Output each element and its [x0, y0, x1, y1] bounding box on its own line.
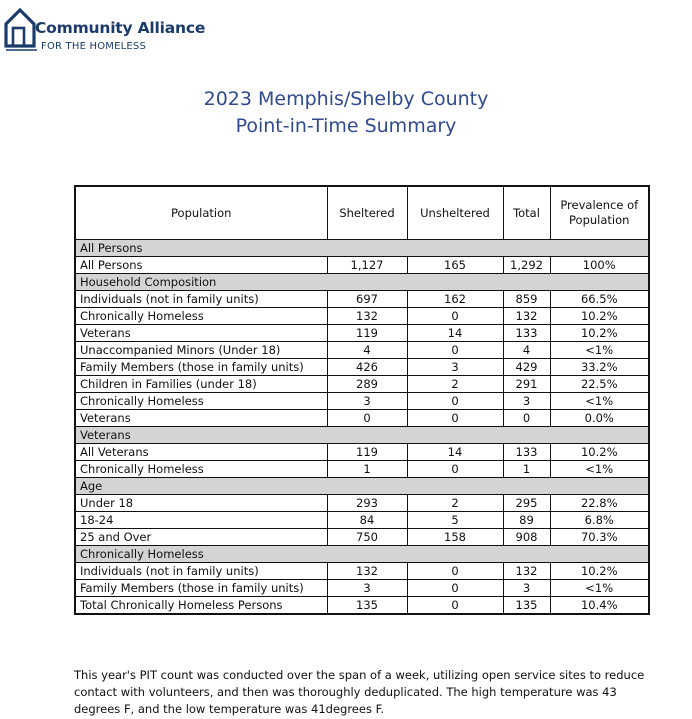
header-total: Total	[503, 186, 550, 240]
cell-total: 132	[503, 563, 550, 580]
table-row	[75, 410, 649, 427]
cell-sheltered: 426	[327, 359, 407, 376]
row-label: Chronically Homeless	[75, 461, 327, 478]
cell-sheltered: 1,127	[327, 257, 407, 274]
row-label: All Veterans	[75, 444, 327, 461]
table-row	[75, 529, 649, 546]
cell-sheltered: 119	[327, 444, 407, 461]
section-label: Chronically Homeless	[75, 546, 649, 563]
table-body	[75, 240, 649, 615]
table-row	[75, 461, 649, 478]
table-row	[75, 257, 649, 274]
row-label: Unaccompanied Minors (Under 18)	[75, 342, 327, 359]
table-row	[75, 580, 649, 597]
cell-total: 89	[503, 512, 550, 529]
cell-unsheltered: 0	[407, 580, 503, 597]
page-subtitle: Point-in-Time Summary	[235, 115, 457, 137]
cell-sheltered: 132	[327, 308, 407, 325]
table-row	[75, 376, 649, 393]
table-row	[75, 393, 649, 410]
cell-prevalence: 22.8%	[550, 495, 649, 512]
cell-prevalence: 66.5%	[550, 291, 649, 308]
cell-total: 291	[503, 376, 550, 393]
cell-prevalence: <1%	[550, 342, 649, 359]
section-label: Veterans	[75, 427, 649, 444]
cell-unsheltered: 0	[407, 563, 503, 580]
cell-sheltered: 0	[327, 410, 407, 427]
section-label: All Persons	[75, 240, 649, 257]
cell-total: 908	[503, 529, 550, 546]
cell-prevalence: <1%	[550, 580, 649, 597]
cell-sheltered: 697	[327, 291, 407, 308]
cell-unsheltered: 0	[407, 410, 503, 427]
cell-unsheltered: 0	[407, 393, 503, 410]
header-sheltered: Sheltered	[327, 186, 407, 240]
cell-prevalence: 10.2%	[550, 563, 649, 580]
row-label: 25 and Over	[75, 529, 327, 546]
cell-total: 135	[503, 597, 550, 615]
cell-unsheltered: 162	[407, 291, 503, 308]
row-label: All Persons	[75, 257, 327, 274]
row-label: Under 18	[75, 495, 327, 512]
section-header-row	[75, 427, 649, 444]
cell-total: 3	[503, 393, 550, 410]
pit-summary-table	[74, 185, 650, 615]
header-prevalence: Prevalence of Population	[550, 186, 649, 240]
header-population: Population	[75, 186, 327, 240]
cell-total: 295	[503, 495, 550, 512]
cell-prevalence: 70.3%	[550, 529, 649, 546]
row-label: Children in Families (under 18)	[75, 376, 327, 393]
cell-unsheltered: 2	[407, 495, 503, 512]
table-row	[75, 325, 649, 342]
row-label: 18-24	[75, 512, 327, 529]
cell-total: 133	[503, 325, 550, 342]
cell-prevalence: 0.0%	[550, 410, 649, 427]
cell-unsheltered: 5	[407, 512, 503, 529]
table-row	[75, 308, 649, 325]
row-label: Veterans	[75, 325, 327, 342]
cell-total: 1	[503, 461, 550, 478]
cell-prevalence: 22.5%	[550, 376, 649, 393]
cell-prevalence: <1%	[550, 461, 649, 478]
logo-subtitle: FOR THE HOMELESS	[41, 41, 146, 52]
cell-total: 1,292	[503, 257, 550, 274]
table-row	[75, 359, 649, 376]
cell-total: 859	[503, 291, 550, 308]
methodology-note: This year's PIT count was conducted over the span of a week, utilizing open service sites to reduce contact with volunteers, and then was thoroughly deduplicated. The high temperature was 43 degrees F, and the low temperature was 41degrees F.	[74, 668, 645, 716]
table-row	[75, 597, 649, 615]
table-row	[75, 512, 649, 529]
cell-unsheltered: 14	[407, 325, 503, 342]
cell-prevalence: 33.2%	[550, 359, 649, 376]
cell-unsheltered: 2	[407, 376, 503, 393]
cell-unsheltered: 158	[407, 529, 503, 546]
row-label: Veterans	[75, 410, 327, 427]
organization-logo	[3, 6, 223, 58]
cell-unsheltered: 0	[407, 342, 503, 359]
cell-sheltered: 289	[327, 376, 407, 393]
cell-total: 132	[503, 308, 550, 325]
section-label: Household Composition	[75, 274, 649, 291]
cell-total: 4	[503, 342, 550, 359]
logo-name: Community Alliance	[35, 19, 206, 37]
cell-sheltered: 119	[327, 325, 407, 342]
cell-sheltered: 3	[327, 393, 407, 410]
cell-total: 3	[503, 580, 550, 597]
row-label: Chronically Homeless	[75, 308, 327, 325]
table-row	[75, 563, 649, 580]
section-header-row	[75, 546, 649, 563]
cell-sheltered: 84	[327, 512, 407, 529]
page-title: 2023 Memphis/Shelby County	[203, 88, 489, 110]
table-row	[75, 444, 649, 461]
section-header-row	[75, 274, 649, 291]
row-label: Family Members (those in family units)	[75, 580, 327, 597]
row-label: Chronically Homeless	[75, 393, 327, 410]
row-label: Individuals (not in family units)	[75, 563, 327, 580]
cell-total: 133	[503, 444, 550, 461]
row-label: Family Members (those in family units)	[75, 359, 327, 376]
cell-unsheltered: 14	[407, 444, 503, 461]
section-header-row	[75, 240, 649, 257]
cell-unsheltered: 165	[407, 257, 503, 274]
cell-prevalence: 6.8%	[550, 512, 649, 529]
cell-prevalence: 10.2%	[550, 325, 649, 342]
cell-unsheltered: 3	[407, 359, 503, 376]
cell-prevalence: <1%	[550, 393, 649, 410]
cell-sheltered: 750	[327, 529, 407, 546]
table-header-row	[75, 186, 649, 240]
row-label: Individuals (not in family units)	[75, 291, 327, 308]
cell-prevalence: 10.4%	[550, 597, 649, 615]
cell-sheltered: 4	[327, 342, 407, 359]
cell-sheltered: 3	[327, 580, 407, 597]
cell-total: 429	[503, 359, 550, 376]
cell-unsheltered: 0	[407, 597, 503, 615]
section-label: Age	[75, 478, 649, 495]
section-header-row	[75, 478, 649, 495]
cell-sheltered: 293	[327, 495, 407, 512]
cell-prevalence: 10.2%	[550, 444, 649, 461]
table-row	[75, 342, 649, 359]
cell-unsheltered: 0	[407, 308, 503, 325]
cell-sheltered: 132	[327, 563, 407, 580]
row-label: Total Chronically Homeless Persons	[75, 597, 327, 615]
cell-unsheltered: 0	[407, 461, 503, 478]
table-row	[75, 495, 649, 512]
cell-sheltered: 135	[327, 597, 407, 615]
table-row	[75, 291, 649, 308]
header-unsheltered: Unsheltered	[407, 186, 503, 240]
cell-total: 0	[503, 410, 550, 427]
cell-prevalence: 100%	[550, 257, 649, 274]
cell-sheltered: 1	[327, 461, 407, 478]
cell-prevalence: 10.2%	[550, 308, 649, 325]
house-logo-icon	[3, 6, 37, 58]
